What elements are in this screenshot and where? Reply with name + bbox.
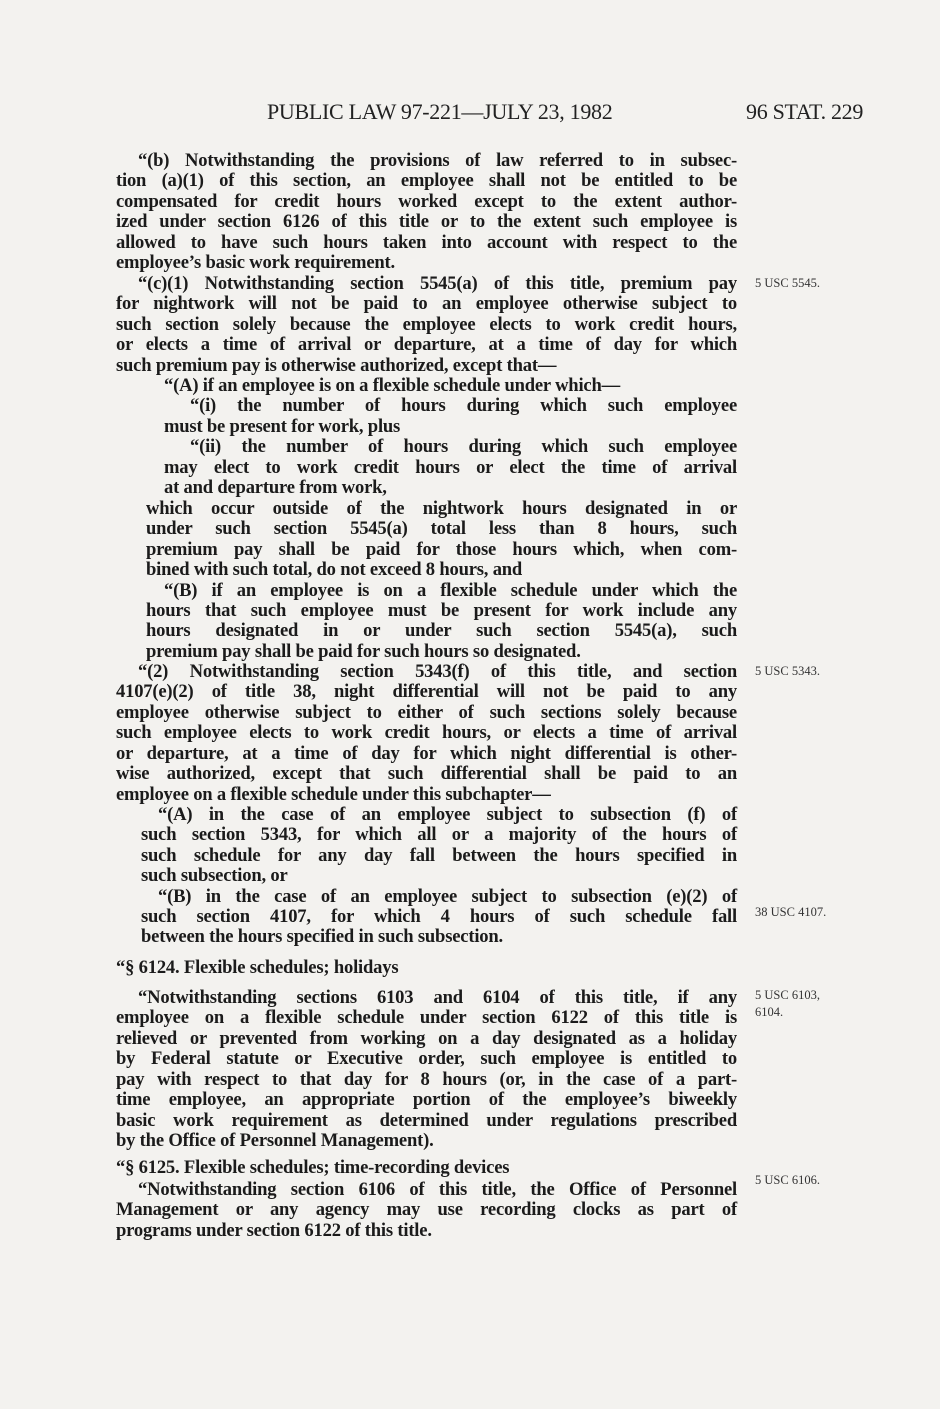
text-line: bined with such total, do not exceed 8 hours, and bbox=[146, 559, 523, 580]
text-line: such schedule for any day fall between the hours specified in bbox=[141, 845, 737, 866]
section-heading: “§ 6124. Flexible schedules; holidays bbox=[116, 957, 399, 978]
section-heading: “§ 6125. Flexible schedules; time-recording devices bbox=[116, 1157, 510, 1178]
text-line: for nightwork will not be paid to an employee otherwise subject to bbox=[116, 293, 737, 314]
text-line: compensated for credit hours worked except to the extent author- bbox=[116, 191, 737, 212]
margin-note: 6104. bbox=[755, 1005, 784, 1019]
text-line: allowed to have such hours taken into account with respect to the bbox=[116, 232, 737, 253]
text-line: under such section 5545(a) total less than 8 hours, such bbox=[146, 518, 737, 539]
margin-note: 5 USC 6106. bbox=[755, 1173, 820, 1187]
text-line: “(c)(1) Notwithstanding section 5545(a) of this title, premium pay bbox=[138, 273, 737, 294]
text-line: or departure, at a time of day for which night differential is other- bbox=[116, 743, 737, 764]
text-line: premium pay shall be paid for those hours which, when com- bbox=[146, 539, 737, 560]
text-line: “(2) Notwithstanding section 5343(f) of this title, and section bbox=[138, 661, 737, 682]
text-line: “(B) if an employee is on a flexible schedule under which the bbox=[164, 580, 737, 601]
text-line: “(A) in the case of an employee subject to subsection (f) of bbox=[158, 804, 737, 825]
text-line: ized under section 6126 of this title or to the extent such employee is bbox=[116, 211, 737, 232]
margin-note: 5 USC 5343. bbox=[755, 664, 820, 678]
text-line: premium pay shall be paid for such hours so designated. bbox=[146, 641, 581, 662]
text-line: at and departure from work, bbox=[164, 477, 387, 498]
margin-note: 5 USC 5545. bbox=[755, 276, 820, 290]
text-line: by Federal statute or Executive order, such employee is entitled to bbox=[116, 1048, 737, 1069]
text-line: hours that such employee must be present for work include any bbox=[146, 600, 737, 621]
text-line: between the hours specified in such subsection. bbox=[141, 926, 503, 947]
text-line: “(ii) the number of hours during which such employee bbox=[190, 436, 737, 457]
text-line: programs under section 6122 of this title. bbox=[116, 1220, 432, 1241]
margin-note: 5 USC 6103, bbox=[755, 988, 820, 1002]
text-line: “(b) Notwithstanding the provisions of law referred to in subsec- bbox=[138, 150, 737, 171]
text-line: such section solely because the employee elects to work credit hours, bbox=[116, 314, 737, 335]
text-line: by the Office of Personnel Management). bbox=[116, 1130, 434, 1151]
text-line: tion (a)(1) of this section, an employee shall not be entitled to be bbox=[116, 170, 737, 191]
text-line: such subsection, or bbox=[141, 865, 288, 886]
text-line: time employee, an appropriate portion of the employee’s biweekly bbox=[116, 1089, 737, 1110]
text-line: “(i) the number of hours during which such employee bbox=[190, 395, 737, 416]
text-line: hours designated in or under such section 5545(a), such bbox=[146, 620, 737, 641]
text-line: Management or any agency may use recording clocks as part of bbox=[116, 1199, 737, 1220]
text-line: which occur outside of the nightwork hours designated in or bbox=[146, 498, 737, 519]
text-line: 4107(e)(2) of title 38, night differential will not be paid to any bbox=[116, 681, 737, 702]
text-line: may elect to work credit hours or elect the time of arrival bbox=[164, 457, 737, 478]
running-header-title: PUBLIC LAW 97-221—JULY 23, 1982 bbox=[267, 99, 613, 124]
text-line: employee on a flexible schedule under section 6122 of this title is bbox=[116, 1007, 737, 1028]
text-line: must be present for work, plus bbox=[164, 416, 401, 437]
text-line: basic work requirement as determined under regulations prescribed bbox=[116, 1110, 737, 1131]
text-line: “Notwithstanding section 6106 of this title, the Office of Personnel bbox=[138, 1179, 737, 1200]
text-line: relieved or prevented from working on a day designated as a holiday bbox=[116, 1028, 737, 1049]
text-line: pay with respect to that day for 8 hours (or, in the case of a part- bbox=[116, 1069, 737, 1090]
text-line: or elects a time of arrival or departure, at a time of day for which bbox=[116, 334, 737, 355]
text-line: “(B) in the case of an employee subject to subsection (e)(2) of bbox=[158, 886, 737, 907]
text-line: such premium pay is otherwise authorized, except that— bbox=[116, 355, 557, 376]
text-line: “Notwithstanding sections 6103 and 6104 of this title, if any bbox=[138, 987, 737, 1008]
statute-page-number: 96 STAT. 229 bbox=[746, 99, 864, 124]
text-line: employee’s basic work requirement. bbox=[116, 252, 395, 273]
text-line: such employee elects to work credit hours, or elects a time of arrival bbox=[116, 722, 737, 743]
text-line: employee otherwise subject to either of such sections solely because bbox=[116, 702, 737, 723]
text-line: such section 5343, for which all or a majority of the hours of bbox=[141, 824, 737, 845]
text-line: wise authorized, except that such differential shall be paid to an bbox=[116, 763, 737, 784]
text-line: employee on a flexible schedule under this subchapter— bbox=[116, 784, 551, 805]
text-line: “(A) if an employee is on a flexible schedule under which— bbox=[164, 375, 621, 396]
margin-note: 38 USC 4107. bbox=[755, 905, 827, 919]
text-line: such section 4107, for which 4 hours of such schedule fall bbox=[141, 906, 737, 927]
